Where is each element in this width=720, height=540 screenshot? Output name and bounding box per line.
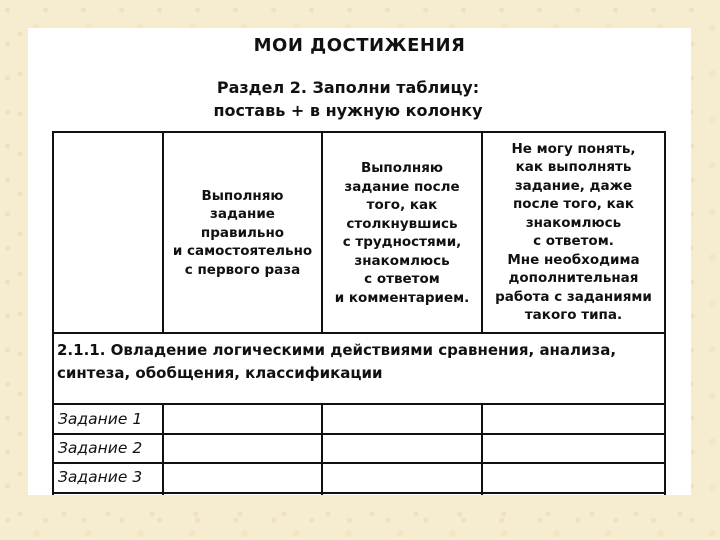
row-divider <box>52 462 666 464</box>
header-line: дополнительная <box>508 270 639 286</box>
header-line: с первого раза <box>184 261 301 278</box>
header-line: столкнувшись <box>346 215 458 232</box>
task-row-label: Задание 3 <box>58 468 143 486</box>
row-divider <box>52 492 666 494</box>
section-instructions <box>188 76 508 122</box>
column-divider <box>162 404 164 495</box>
section-heading-line: синтеза, обобщения, классификации <box>57 364 383 382</box>
header-line: Не могу понять, <box>511 140 636 157</box>
column-divider <box>481 404 483 495</box>
achievements-table <box>52 131 666 495</box>
header-line: работа с заданиями <box>495 288 652 305</box>
page-title: МОИ ДОСТИЖЕНИЯ <box>253 35 466 56</box>
header-divider <box>52 332 666 334</box>
section-divider <box>52 403 666 405</box>
header-line: того, как <box>366 197 438 213</box>
instruction-line-2: поставь + в нужную колонку <box>213 101 483 120</box>
header-line: Мне необходима <box>507 251 640 268</box>
section-heading-line: 2.1.1. Овладение логическими действиями сравнения, анализа, <box>57 341 617 359</box>
header-line: Выполняю <box>360 160 444 176</box>
column-header-with-help <box>323 153 481 313</box>
section-heading <box>57 339 657 385</box>
column-header-independent <box>164 177 321 289</box>
column-header-needs-practice <box>483 133 664 331</box>
header-line: после того, как <box>512 196 635 212</box>
header-line: знакомлюсь <box>525 214 622 231</box>
header-line: правильно <box>200 224 285 241</box>
header-line: и самостоятельно <box>172 243 313 260</box>
table-border-right <box>664 131 666 495</box>
task-row-label: Задание 2 <box>58 439 143 457</box>
column-divider <box>321 404 323 495</box>
header-line: задание <box>210 206 275 223</box>
header-line: задание, даже <box>514 177 633 194</box>
header-line: Выполняю <box>201 187 284 204</box>
task-row-label: Задание 1 <box>58 410 143 428</box>
worksheet-page <box>28 28 691 495</box>
header-line: знакомлюсь <box>354 252 450 269</box>
header-line: как выполнять <box>515 159 632 175</box>
row-divider <box>52 433 666 435</box>
header-line: с трудностями, <box>342 234 462 250</box>
header-line: задание после <box>344 178 460 195</box>
instruction-line-1: Раздел 2. Заполни таблицу: <box>216 78 480 97</box>
header-line: с ответом. <box>533 233 614 249</box>
table-border-left <box>52 131 54 495</box>
header-line: и комментарием. <box>334 289 470 306</box>
header-line: такого типа. <box>524 307 623 323</box>
header-line: с ответом <box>364 271 440 287</box>
